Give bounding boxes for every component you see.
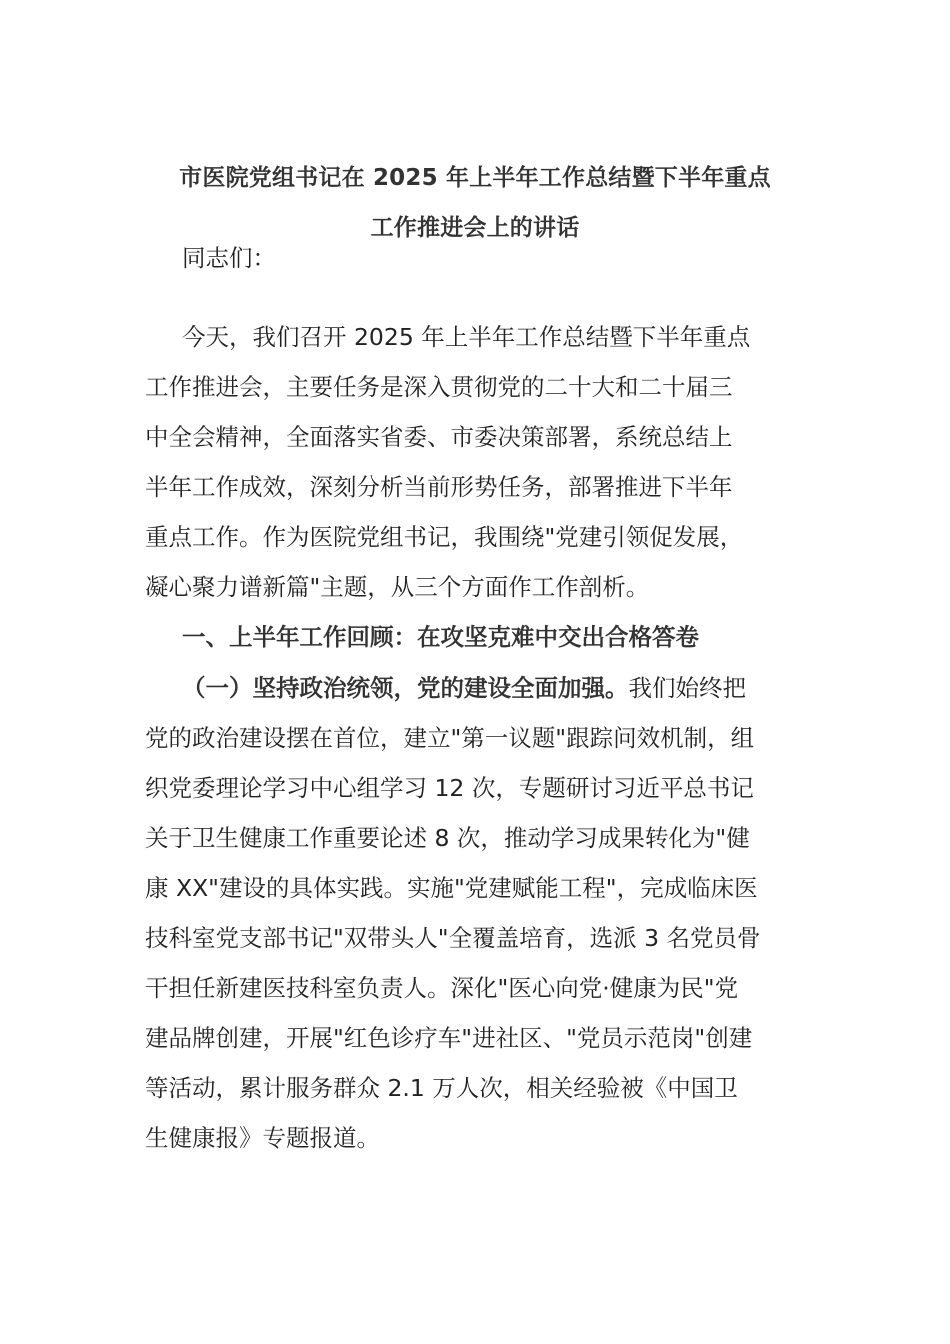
body-paragraph-line: 建品牌创建，开展"红色诊疗车"进社区、"党员示范岗"创建 xyxy=(145,1024,753,1052)
body-paragraph-line: 党的政治建设摆在首位，建立"第一议题"跟踪问效机制，组 xyxy=(145,724,755,752)
intro-paragraph-line: 重点工作。作为医院党组书记，我围绕"党建引领促发展， xyxy=(145,523,744,551)
intro-paragraph-line: 半年工作成效，深刻分析当前形势任务，部署推进下半年 xyxy=(145,473,733,501)
body-paragraph-line: 等活动，累计服务群众 2.1 万人次，相关经验被《中国卫 xyxy=(145,1074,738,1102)
intro-paragraph-line: 中全会精神，全面落实省委、市委决策部署，系统总结上 xyxy=(145,423,733,451)
salutation: 同志们： xyxy=(182,244,276,272)
body-paragraph-line: 干担任新建医技科室负责人。深化"医心向党·健康为民"党 xyxy=(145,974,739,1002)
body-paragraph-line: 康 XX"建设的具体实践。实施"党建赋能工程"，完成临床医 xyxy=(145,874,758,902)
body-paragraph-line: 关于卫生健康工作重要论述 8 次，推动学习成果转化为"健 xyxy=(145,824,750,852)
document-title-line-2: 工作推进会上的讲话 xyxy=(370,215,580,241)
subsection-heading: （一）坚持政治统领，党的建设全面加强。 xyxy=(182,674,629,702)
subsection-first-line xyxy=(182,672,746,704)
intro-paragraph-line: 今天，我们召开 2025 年上半年工作总结暨下半年重点 xyxy=(182,323,751,351)
intro-paragraph-line: 工作推进会，主要任务是深入贯彻党的二十大和二十届三 xyxy=(145,373,733,401)
intro-paragraph-line: 凝心聚力谱新篇"主题，从三个方面作工作剖析。 xyxy=(145,573,650,601)
body-paragraph-line: 织党委理论学习中心组学习 12 次，专题研讨习近平总书记 xyxy=(145,774,754,802)
section-heading: 一、上半年工作回顾：在攻坚克难中交出合格答卷 xyxy=(182,623,699,651)
body-paragraph-line: 生健康报》专题报道。 xyxy=(145,1124,380,1152)
subsection-text: 我们始终把 xyxy=(628,674,746,702)
document-title-line-1: 市医院党组书记在 2025 年上半年工作总结暨下半年重点 xyxy=(179,165,771,191)
body-paragraph-line: 技科室党支部书记"双带头人"全覆盖培育，选派 3 名党员骨 xyxy=(145,924,761,952)
